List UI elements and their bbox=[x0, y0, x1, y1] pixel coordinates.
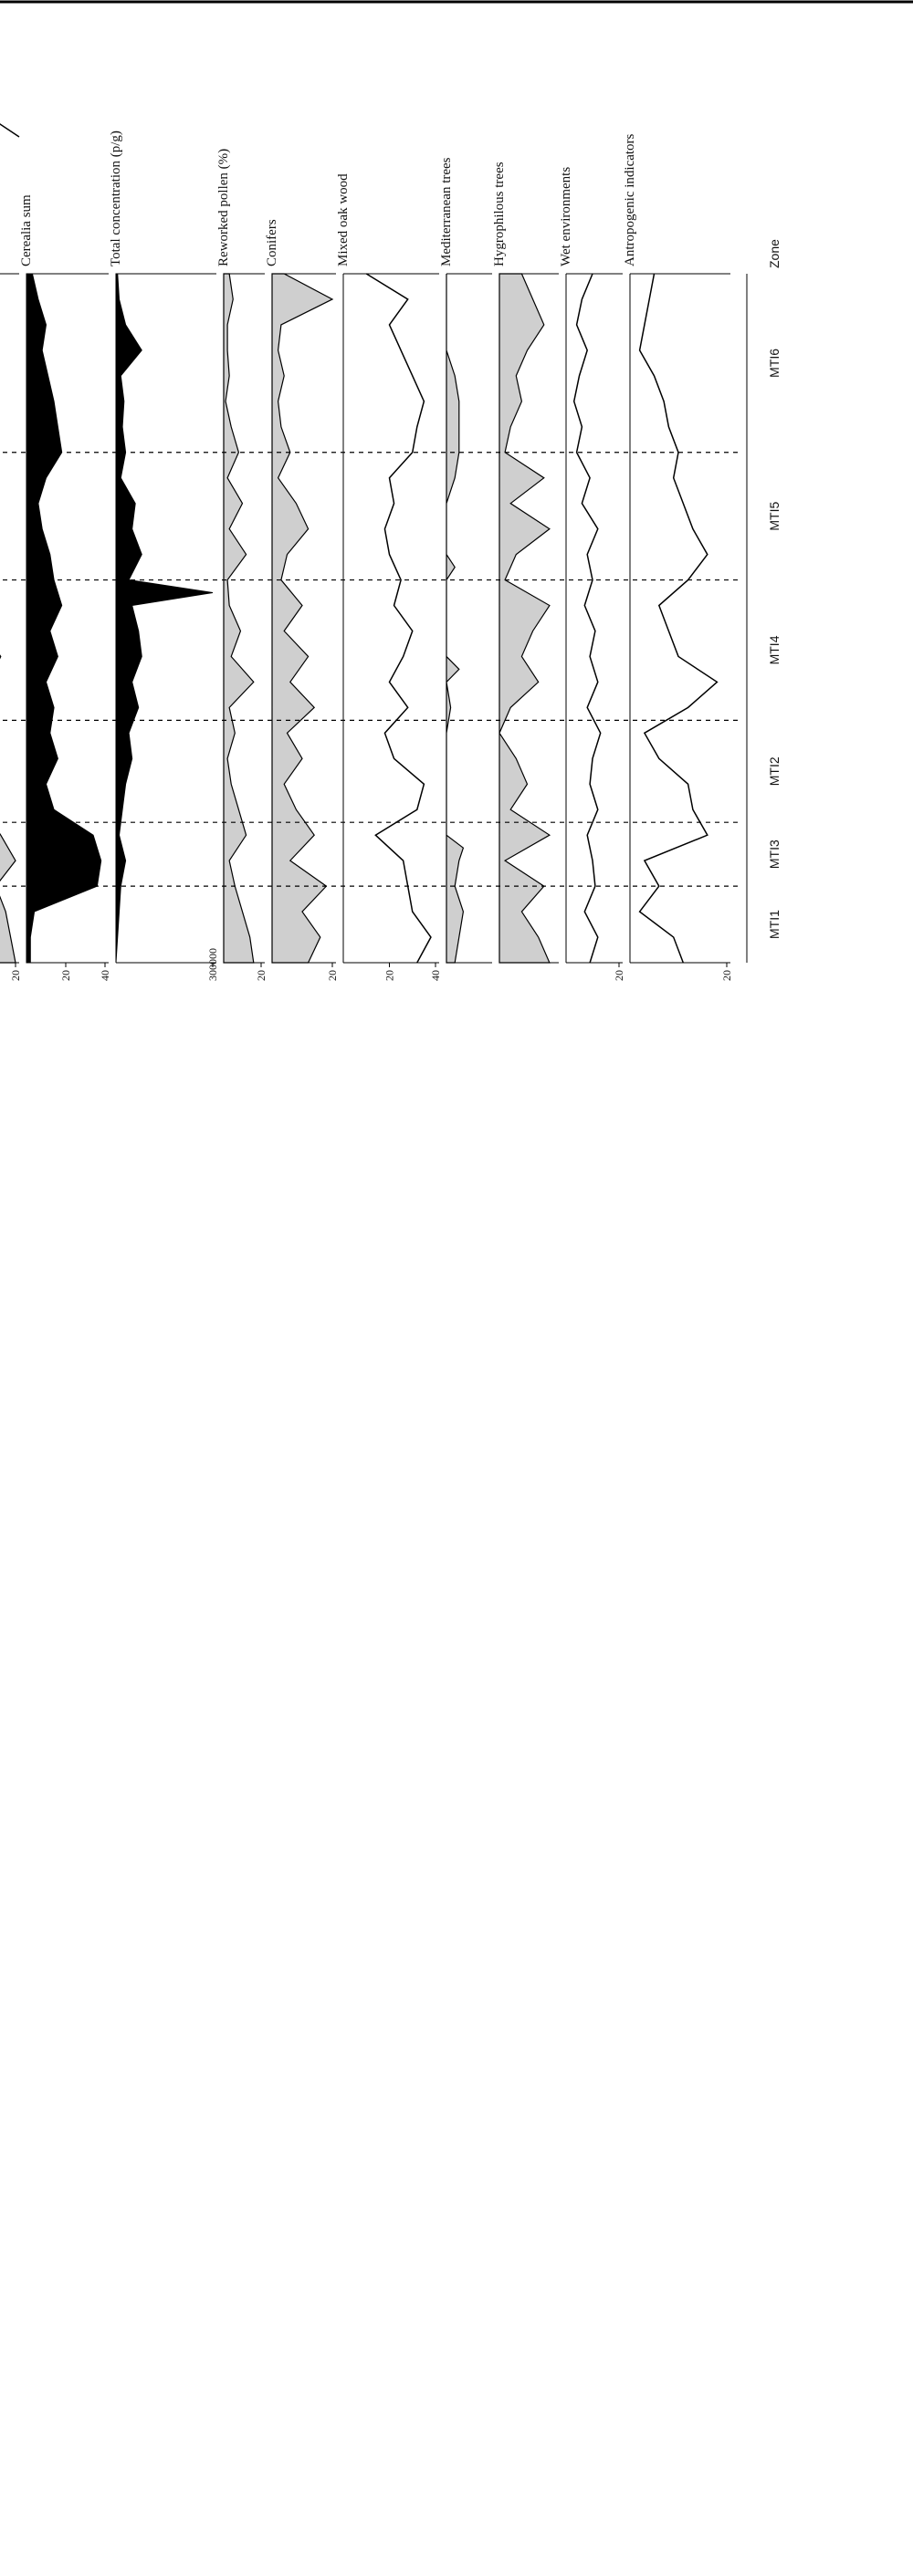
data-point bbox=[246, 554, 247, 555]
data-point bbox=[30, 936, 31, 937]
data-point bbox=[644, 860, 645, 861]
data-point bbox=[590, 962, 591, 963]
data-point bbox=[53, 809, 54, 810]
data-point bbox=[119, 911, 120, 912]
data-point bbox=[135, 503, 136, 504]
taxon-label-total-concentration-p-g: Total concentration (p/g) bbox=[109, 130, 123, 266]
scale-tick-label: 300000 bbox=[206, 948, 219, 981]
data-point bbox=[658, 758, 659, 759]
data-point bbox=[430, 936, 431, 937]
scale-tick-label: 20 bbox=[9, 970, 22, 981]
data-point bbox=[231, 656, 232, 657]
data-point bbox=[521, 273, 522, 274]
data-point bbox=[412, 375, 413, 376]
data-point bbox=[229, 375, 230, 376]
data-point bbox=[242, 911, 243, 912]
data-point bbox=[42, 349, 43, 350]
data-point bbox=[592, 579, 593, 580]
taxa-panels bbox=[0, 119, 733, 981]
data-point bbox=[253, 682, 254, 683]
data-point bbox=[654, 273, 655, 274]
data-point bbox=[658, 605, 659, 606]
data-point bbox=[229, 528, 230, 529]
data-point bbox=[455, 477, 456, 478]
scale-tick-label: 20 bbox=[613, 970, 625, 981]
data-point bbox=[389, 324, 390, 325]
panel-antropogenic-indicators bbox=[623, 133, 733, 981]
panel-wet-environments bbox=[559, 167, 625, 981]
data-point bbox=[246, 835, 247, 836]
taxon-label-wet-environments: Wet environments bbox=[559, 166, 573, 266]
data-point bbox=[233, 298, 234, 299]
data-point bbox=[249, 936, 250, 937]
data-point bbox=[301, 758, 302, 759]
panel-pinus bbox=[0, 235, 22, 981]
panel-reworked-pollen bbox=[216, 149, 268, 981]
data-point bbox=[401, 579, 402, 580]
data-point bbox=[46, 324, 47, 325]
data-point bbox=[532, 298, 533, 299]
data-point bbox=[389, 477, 390, 478]
data-point bbox=[463, 911, 464, 912]
data-point bbox=[576, 452, 577, 453]
series-line-wet-environments bbox=[574, 274, 601, 963]
data-point bbox=[129, 579, 130, 580]
data-point bbox=[229, 860, 230, 861]
data-point bbox=[412, 911, 413, 912]
data-point bbox=[458, 401, 459, 402]
data-point bbox=[543, 477, 544, 478]
data-point bbox=[579, 375, 580, 376]
data-point bbox=[592, 273, 593, 274]
data-point bbox=[284, 375, 285, 376]
data-point bbox=[226, 758, 227, 759]
data-point bbox=[587, 349, 588, 350]
data-point bbox=[231, 426, 232, 427]
zone-boundaries bbox=[0, 453, 738, 886]
data-point bbox=[226, 477, 227, 478]
data-point bbox=[597, 809, 598, 810]
data-point bbox=[231, 784, 232, 785]
data-point bbox=[592, 758, 593, 759]
data-point bbox=[15, 860, 16, 861]
data-point bbox=[115, 962, 116, 963]
data-point bbox=[131, 758, 132, 759]
data-point bbox=[510, 707, 511, 708]
data-point bbox=[0, 835, 1, 836]
data-point bbox=[424, 784, 425, 785]
data-point bbox=[314, 707, 315, 708]
data-point bbox=[308, 528, 309, 529]
data-point bbox=[384, 528, 385, 529]
data-point bbox=[416, 809, 417, 810]
data-point bbox=[594, 886, 595, 887]
panel-conifers bbox=[265, 219, 339, 981]
data-point bbox=[707, 554, 708, 555]
data-point bbox=[644, 733, 645, 734]
taxon-label-antropogenic-indicators: Antropogenic indicators bbox=[623, 133, 637, 266]
scale-tick-label: 20 bbox=[720, 970, 733, 981]
data-point bbox=[549, 835, 550, 836]
group-brackets bbox=[0, 70, 19, 137]
data-point bbox=[131, 682, 132, 683]
taxon-label-hygrophilous-trees: Hygrophilous trees bbox=[492, 162, 507, 266]
data-point bbox=[590, 784, 591, 785]
data-point bbox=[673, 477, 674, 478]
data-point bbox=[10, 936, 11, 937]
data-point bbox=[683, 503, 684, 504]
data-point bbox=[92, 835, 93, 836]
data-point bbox=[587, 835, 588, 836]
zone-label-mti5: MTI5 bbox=[767, 501, 782, 531]
data-point bbox=[639, 349, 640, 350]
data-point bbox=[673, 936, 674, 937]
data-point bbox=[654, 375, 655, 376]
data-point bbox=[458, 860, 459, 861]
series-line-mixed-oak-wood bbox=[366, 274, 431, 963]
data-point bbox=[527, 349, 528, 350]
data-point bbox=[0, 656, 1, 657]
data-point bbox=[49, 733, 50, 734]
data-point bbox=[125, 324, 126, 325]
data-point bbox=[253, 962, 254, 963]
data-point bbox=[308, 962, 309, 963]
data-point bbox=[590, 656, 591, 657]
data-point bbox=[301, 911, 302, 912]
data-point bbox=[53, 707, 54, 708]
data-point bbox=[543, 324, 544, 325]
data-point bbox=[498, 733, 499, 734]
data-point bbox=[229, 273, 230, 274]
data-point bbox=[42, 528, 43, 529]
data-point bbox=[121, 426, 122, 427]
data-point bbox=[280, 426, 281, 427]
data-point bbox=[510, 426, 511, 427]
data-point bbox=[664, 401, 665, 402]
data-point bbox=[407, 298, 408, 299]
data-point bbox=[510, 809, 511, 810]
data-point bbox=[455, 567, 456, 568]
data-point bbox=[389, 682, 390, 683]
data-point bbox=[587, 554, 588, 555]
data-point bbox=[644, 324, 645, 325]
data-point bbox=[30, 962, 31, 963]
data-point bbox=[687, 784, 688, 785]
data-point bbox=[403, 860, 404, 861]
data-point bbox=[384, 733, 385, 734]
data-point bbox=[576, 324, 577, 325]
data-point bbox=[521, 401, 522, 402]
data-point bbox=[229, 707, 230, 708]
data-point bbox=[226, 324, 227, 325]
series-area-pinus bbox=[0, 274, 16, 963]
data-point bbox=[46, 682, 47, 683]
data-point bbox=[331, 298, 332, 299]
data-point bbox=[510, 503, 511, 504]
data-point bbox=[692, 809, 693, 810]
series-area-mediterranean-trees bbox=[446, 274, 463, 963]
data-point bbox=[49, 554, 50, 555]
data-point bbox=[717, 682, 718, 683]
data-point bbox=[53, 579, 54, 580]
data-point bbox=[280, 324, 281, 325]
zone-label-mti1: MTI1 bbox=[767, 910, 782, 940]
data-point bbox=[212, 592, 213, 593]
series-line-antropogenic-indicators bbox=[640, 274, 718, 963]
data-point bbox=[375, 835, 376, 836]
data-point bbox=[47, 375, 48, 376]
data-point bbox=[587, 707, 588, 708]
scale-tick-label: 40 bbox=[99, 970, 111, 981]
taxon-label-reworked-pollen: Reworked pollen (%) bbox=[216, 148, 231, 266]
data-point bbox=[46, 784, 47, 785]
data-point bbox=[538, 682, 539, 683]
data-point bbox=[687, 707, 688, 708]
data-point bbox=[455, 962, 456, 963]
data-point bbox=[117, 936, 118, 937]
data-point bbox=[34, 911, 35, 912]
data-point bbox=[308, 656, 309, 657]
data-point bbox=[403, 656, 404, 657]
data-point bbox=[287, 554, 288, 555]
data-point bbox=[37, 298, 38, 299]
data-point bbox=[521, 656, 522, 657]
data-point bbox=[121, 809, 122, 810]
zone-labels bbox=[747, 239, 782, 963]
data-point bbox=[516, 554, 517, 555]
data-point bbox=[138, 707, 139, 708]
taxon-label-mediterranean-trees: Mediterranean trees bbox=[439, 157, 454, 266]
panel-cerealia-sum bbox=[19, 194, 111, 981]
data-point bbox=[119, 835, 120, 836]
data-point bbox=[597, 682, 598, 683]
zone-label-mti4: MTI4 bbox=[767, 635, 782, 665]
data-point bbox=[131, 605, 132, 606]
data-point bbox=[314, 835, 315, 836]
data-point bbox=[301, 605, 302, 606]
data-point bbox=[549, 605, 550, 606]
data-point bbox=[505, 860, 506, 861]
data-point bbox=[389, 554, 390, 555]
data-point bbox=[284, 273, 285, 274]
scale-tick-label: 20 bbox=[255, 970, 268, 981]
data-point bbox=[407, 707, 408, 708]
data-point bbox=[692, 528, 693, 529]
data-point bbox=[238, 809, 239, 810]
series-area-conifers bbox=[272, 274, 332, 963]
data-point bbox=[521, 911, 522, 912]
taxon-label-mixed-oak-wood: Mixed oak wood bbox=[336, 173, 351, 266]
data-point bbox=[516, 375, 517, 376]
data-point bbox=[61, 605, 62, 606]
data-point bbox=[225, 401, 226, 402]
zone-label-mti6: MTI6 bbox=[767, 348, 782, 378]
data-point bbox=[707, 835, 708, 836]
data-point bbox=[100, 860, 101, 861]
scale-tick-label: 20 bbox=[383, 970, 396, 981]
data-point bbox=[549, 528, 550, 529]
data-point bbox=[238, 452, 239, 453]
data-point bbox=[131, 528, 132, 529]
data-point bbox=[53, 401, 54, 402]
data-point bbox=[538, 936, 539, 937]
panel-total-concentration-p-g bbox=[109, 130, 219, 981]
data-point bbox=[549, 962, 550, 963]
panel-mediterranean-trees bbox=[439, 157, 492, 963]
data-point bbox=[296, 809, 297, 810]
data-point bbox=[573, 401, 574, 402]
taxon-label-cerealia-sum: Cerealia sum bbox=[19, 194, 34, 266]
panel-mixed-oak-wood bbox=[336, 173, 442, 981]
data-point bbox=[450, 707, 451, 708]
data-point bbox=[125, 784, 126, 785]
data-point bbox=[37, 503, 38, 504]
data-point bbox=[592, 860, 593, 861]
data-point bbox=[287, 733, 288, 734]
data-point bbox=[119, 298, 120, 299]
data-point bbox=[424, 401, 425, 402]
data-point bbox=[458, 669, 459, 670]
zone-label-mti2: MTI2 bbox=[767, 756, 782, 787]
data-point bbox=[296, 503, 297, 504]
data-point bbox=[366, 273, 367, 274]
data-point bbox=[46, 477, 47, 478]
panel-hygrophilous-trees bbox=[492, 162, 559, 963]
data-point bbox=[649, 298, 650, 299]
data-point bbox=[590, 477, 591, 478]
data-point bbox=[284, 784, 285, 785]
data-point bbox=[401, 349, 402, 350]
data-point bbox=[639, 911, 640, 912]
series-area-hygrophilous-trees bbox=[499, 274, 550, 963]
data-point bbox=[117, 273, 118, 274]
data-point bbox=[516, 758, 517, 759]
data-point bbox=[129, 733, 130, 734]
scale-tick-label: 20 bbox=[326, 970, 339, 981]
data-point bbox=[5, 911, 6, 912]
data-point bbox=[229, 605, 230, 606]
data-point bbox=[597, 528, 598, 529]
series-area-reworked-pollen bbox=[224, 274, 254, 963]
data-point bbox=[455, 375, 456, 376]
data-point bbox=[600, 733, 601, 734]
data-point bbox=[458, 936, 459, 937]
data-point bbox=[235, 733, 236, 734]
data-point bbox=[597, 936, 598, 937]
rotated-plot bbox=[0, 70, 782, 981]
data-point bbox=[289, 860, 290, 861]
data-point bbox=[242, 503, 243, 504]
data-point bbox=[683, 962, 684, 963]
scale-tick-label: 20 bbox=[59, 970, 72, 981]
data-point bbox=[416, 426, 417, 427]
taxon-label-conifers: Conifers bbox=[265, 219, 279, 266]
series-area-total-concentration-p-g bbox=[116, 274, 213, 963]
data-point bbox=[584, 911, 585, 912]
data-point bbox=[226, 579, 227, 580]
data-point bbox=[658, 886, 659, 887]
scale-tick-label: 40 bbox=[429, 970, 442, 981]
data-point bbox=[584, 605, 585, 606]
zone-header-label: Zone bbox=[767, 239, 782, 268]
herbs-bracket bbox=[0, 100, 19, 137]
data-point bbox=[226, 349, 227, 350]
data-point bbox=[32, 273, 33, 274]
data-point bbox=[668, 426, 669, 427]
data-point bbox=[416, 962, 417, 963]
data-point bbox=[527, 784, 528, 785]
data-point bbox=[125, 860, 126, 861]
data-point bbox=[677, 656, 678, 657]
zone-label-mti3: MTI3 bbox=[767, 840, 782, 870]
data-point bbox=[123, 401, 124, 402]
data-point bbox=[412, 452, 413, 453]
data-point bbox=[289, 682, 290, 683]
series-area-cerealia-sum bbox=[26, 274, 101, 963]
data-point bbox=[463, 848, 464, 849]
